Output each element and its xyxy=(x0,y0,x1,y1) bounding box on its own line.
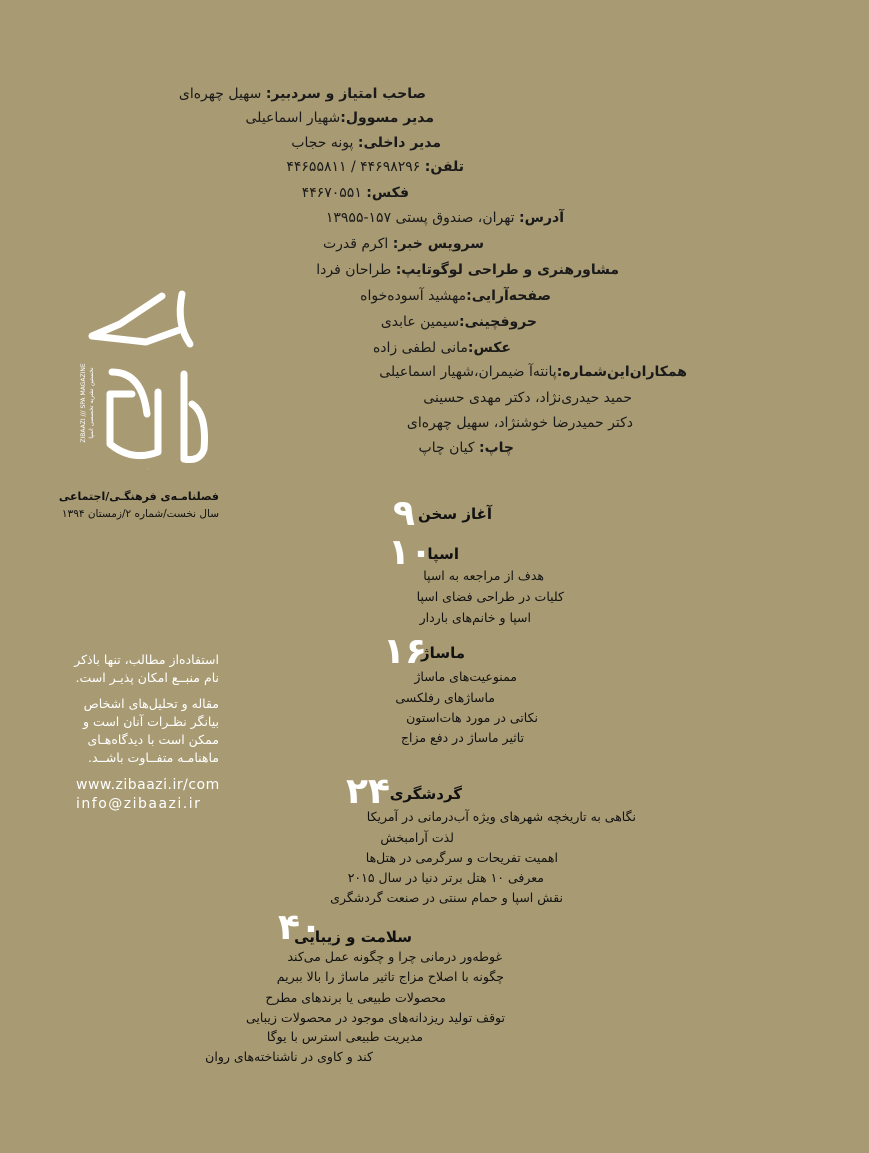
toc-page-number: ۲۴ xyxy=(346,771,390,812)
credit-line: آدرس: تهران، صندوق پستی ۱۵۷-۱۳۹۵۵ xyxy=(325,210,564,226)
credit-line: دکتر حمیدرضا خوشنژاد، سهیل چهره‌ای xyxy=(406,415,633,431)
credit-line: صفحه‌آرایی:مهشید آسوده‌خواه xyxy=(360,288,551,304)
credit-line: فکس: ۴۴۶۷۰۵۵۱ xyxy=(301,185,409,201)
credit-line: مشاورهنری و طراحی لوگوتایپ: طراحان فردا xyxy=(316,262,619,278)
credit-line: همکاران‌این‌شماره:پانته‌آ ضیمران،شهیار اسماعیلی xyxy=(379,364,687,380)
toc-item[interactable]: محصولات طبیعی یا برندهای مطرح xyxy=(265,990,446,1005)
note-line: نام منبــع امکان پذیـر است. xyxy=(75,670,219,685)
subtitle: فصلنامـه‌ی فرهنگـی/اجتماعی xyxy=(58,490,219,503)
vertical-fa: نخستین نشریه تخصصی اسپا xyxy=(88,367,95,439)
toc-page-number: ۴۰ xyxy=(278,907,322,948)
toc-item[interactable]: مدیریت طبیعی استرس با یوگا xyxy=(266,1029,423,1044)
note-line: بیانگر نظـرات آنان است و xyxy=(83,714,219,729)
toc-section-title[interactable]: گردشگری xyxy=(389,785,462,803)
toc-section-title[interactable]: سلامت و زیبایی xyxy=(294,928,412,946)
note-line: ماهنامـه متفــاوت باشــد. xyxy=(87,750,219,765)
toc-item[interactable]: اسپا و خانم‌های باردار xyxy=(419,610,531,625)
vertical-en: ZIBAAZI /// SPA MAGAZINE xyxy=(80,363,87,443)
email-link[interactable]: info@zibaazi.ir xyxy=(76,796,202,812)
toc-page-number: ۱۰ xyxy=(388,532,432,573)
toc-item[interactable]: نگاهی به تاریخچه شهرهای ویژه آب‌درمانی در آمریکا xyxy=(366,809,636,824)
credit-line: مدیر داخلی: پونه حجاب xyxy=(291,135,441,151)
toc-section-title[interactable]: ماساژ xyxy=(421,644,465,662)
toc-item[interactable]: اهمیت تفریحات و سرگرمی در هتل‌ها xyxy=(365,850,558,865)
toc-item[interactable]: لذت آرامبخش xyxy=(380,830,454,845)
credit-line: تلفن: ۴۴۶۹۸۲۹۶ / ۴۴۶۵۵۸۱۱ xyxy=(286,159,464,175)
toc-item[interactable]: هدف از مراجعه به اسپا xyxy=(423,568,544,583)
svg-text:زیبا: زیبا xyxy=(147,469,149,470)
toc-section-title[interactable]: اسپا xyxy=(427,545,459,563)
toc-item[interactable]: ممنوعیت‌های ماساژ xyxy=(414,669,517,684)
note-line: استفاده‌از مطالب، تنها باذکر xyxy=(74,652,219,667)
credit-line: سرویس خبر: اکرم قدرت xyxy=(322,236,484,252)
credit-line: عکس:مانی لطفی زاده xyxy=(372,340,511,356)
vertical-tagline xyxy=(78,340,100,470)
toc-item[interactable]: ماساژهای رفلکسی xyxy=(395,690,495,705)
toc-item[interactable]: نقش اسپا و حمام سنتی در صنعت گردشگری xyxy=(330,890,563,905)
toc-item[interactable]: غوطه‌ور درمانی چرا و چگونه عمل می‌کند xyxy=(287,949,502,964)
website-link[interactable]: www.zibaazi.ir/com xyxy=(76,777,220,793)
toc-item[interactable]: چگونه با اصلاح مزاج تاثیر ماساژ را بالا ببریم xyxy=(276,969,504,984)
credit-line: چاپ: کیان چاپ xyxy=(418,440,514,456)
credit-line: مدیر مسوول:شهیار اسماعیلی xyxy=(245,110,434,126)
note-line: ممکن است با دیدگاه‌هـای xyxy=(87,732,219,747)
toc-item[interactable]: کلیات در طراحی فضای اسپا xyxy=(416,589,564,604)
toc-item[interactable]: تاثیر ماساژ در دفع مزاج xyxy=(400,730,524,745)
credit-line: حروفچینی:سیمین عابدی xyxy=(380,314,537,330)
toc-item[interactable]: معرفی ۱۰ هتل برتر دنیا در سال ۲۰۱۵ xyxy=(347,870,544,885)
credit-line: صاحب امتیاز و سردبیر: سهیل چهره‌ای xyxy=(178,86,426,102)
toc-item[interactable]: توقف تولید ریزدانه‌های موجود در محصولات زیبایی xyxy=(245,1010,505,1025)
credit-line: حمید حیدری‌نژاد، دکتر مهدی حسینی xyxy=(423,390,632,406)
toc-page-number: ۱۶ xyxy=(383,631,427,672)
toc-page-number: ۹ xyxy=(393,493,415,534)
toc-section-title[interactable]: آغاز سخن xyxy=(418,505,492,523)
issue-info: سال نخست/شماره ۲/زمستان ۱۳۹۴ xyxy=(61,508,219,520)
toc-item[interactable]: نکاتی در مورد هات‌استون xyxy=(406,710,538,725)
toc-item[interactable]: کند و کاوی در ناشناخته‌های روان xyxy=(205,1049,373,1064)
note-line: مقاله و تحلیل‌های اشخاص xyxy=(83,696,219,711)
